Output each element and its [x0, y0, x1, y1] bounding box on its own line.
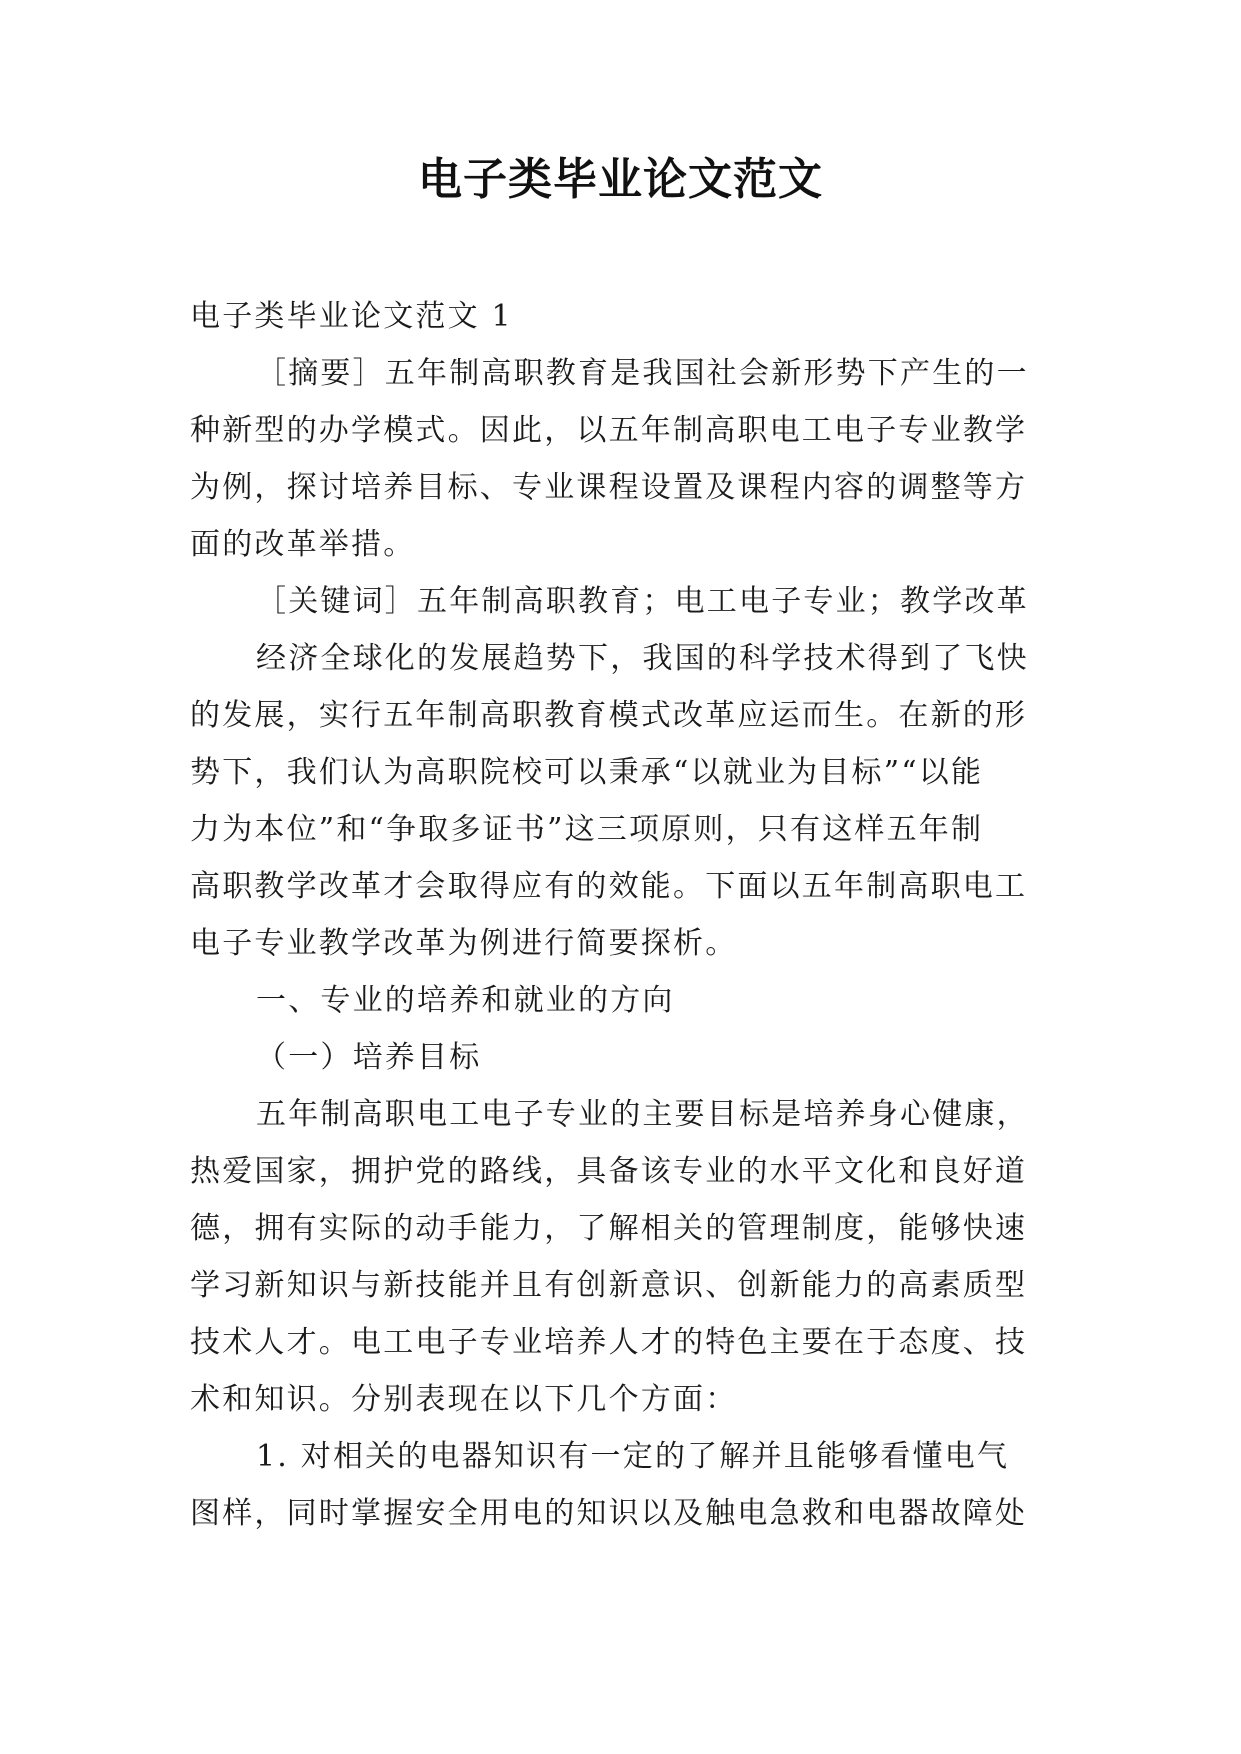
text-line: 电子类毕业论文范文 1 — [190, 299, 513, 334]
text-line: 势下，我们认为高职院校可以秉承“以就业为目标”“以能 — [190, 755, 984, 790]
text-line: 的发展，实行五年制高职教育模式改革应运而生。在新的形 — [190, 698, 1028, 733]
text-line: 术和知识。分别表现在以下几个方面： — [190, 1382, 738, 1417]
text-line: 面的改革举措。 — [190, 527, 416, 562]
text-line: 1. 对相关的电器知识有一定的了解并且能够看懂电气 — [256, 1439, 1010, 1474]
text-line: 五年制高职电工电子专业的主要目标是培养身心健康， — [256, 1097, 1029, 1132]
text-line: 高职教学改革才会取得应有的效能。下面以五年制高职电工 — [190, 869, 1028, 904]
text-line: 图样，同时掌握安全用电的知识以及触电急救和电器故障处 — [190, 1496, 1028, 1531]
text-line: 一、专业的培养和就业的方向 — [256, 983, 675, 1018]
body-text — [190, 288, 1058, 1542]
text-line: 电子专业教学改革为例进行简要探析。 — [190, 926, 738, 961]
page-title: 电子类毕业论文范文 — [418, 154, 823, 205]
text-line: 德，拥有实际的动手能力，了解相关的管理制度，能够快速 — [190, 1211, 1028, 1246]
text-line: 种新型的办学模式。因此，以五年制高职电工电子专业教学 — [190, 413, 1028, 448]
text-line: ［关键词］五年制高职教育；电工电子专业；教学改革 — [256, 584, 1029, 619]
text-line: ［摘要］五年制高职教育是我国社会新形势下产生的一 — [256, 356, 1029, 391]
text-line: 学习新知识与新技能并且有创新意识、创新能力的高素质型 — [190, 1268, 1028, 1303]
text-line: 力为本位”和“争取多证书”这三项原则，只有这样五年制 — [190, 812, 984, 847]
text-line: 经济全球化的发展趋势下，我国的科学技术得到了飞快 — [256, 641, 1029, 676]
text-line: （一）培养目标 — [256, 1040, 482, 1075]
text-line: 热爱国家，拥护党的路线，具备该专业的水平文化和良好道 — [190, 1154, 1028, 1189]
text-line: 技术人才。电工电子专业培养人才的特色主要在于态度、技 — [190, 1325, 1028, 1360]
text-line: 为例，探讨培养目标、专业课程设置及课程内容的调整等方 — [190, 470, 1028, 505]
